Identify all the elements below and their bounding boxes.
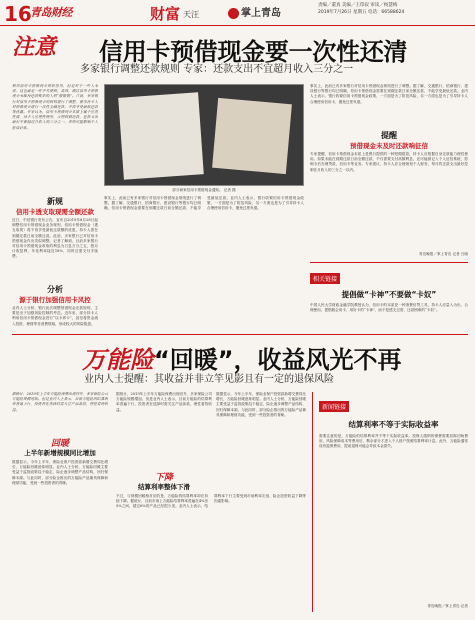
- article2-sec2-subtitle: 结算利率整体下滑: [138, 483, 190, 491]
- article1-sec1-body: 近日，中信银行发布公告，宣布自2019年8月28日起调整信用卡预借现金业务规则，信用卡预借现金（透支取现）将不再享受最低还款额的优惠，持卡人需在到期还款日前全额还清。此前，多家银行已对信用卡预借现金作出类似调整。记者了解到，目前多家银行对信用卡预借现金收取的利息为日息万分之五，按月计收复利，年化利率接近18%，同时还需支付手续费。: [12, 218, 98, 259]
- article1-headline: 信用卡预借现金要一次性还清: [99, 38, 408, 66]
- masthead-info: [318, 3, 404, 16]
- subsection-title: 天汪: [183, 10, 199, 19]
- article2-subheadline: 业内人士提醒：其收益并非立竿见影且有一定的退保风险: [84, 374, 334, 385]
- app-logo-icon: [228, 8, 239, 19]
- article1-sec3-body: 专家提醒，信用卡预借现金本质上是银行提供的一种短期借款，持卡人应根据自身还款能力理性使用。如果未能在到期还款日前全额还款，不仅需要支付高额利息，还可能被记入个人征信系统，影响今后办理贷款、信用卡等业务。专家建议，持卡人应合理规划个人财务，每月的还款支出最好控制在月收入的三分之一以内。: [310, 152, 468, 172]
- article2-lead: 据统计，2019年上半年万能险保费出现回升，多家保险公司万能险规模增加。但是业内人士表示，目前万能险的结算利率普遍下行，投资者在选择时需关注产品条款，理性看待收益。: [12, 392, 108, 412]
- article2-col2-top: 据统计，2019年上半年万能险保费出现回升，多家保险公司万能险规模增加。但是业内人士表示，目前万能险的结算利率普遍下行，投资者在选择时需关注产品条款，理性看待收益。: [116, 392, 212, 412]
- article2-headline-rest: “回暖”，收益风光不再: [154, 346, 402, 374]
- article1-sec2-body: 业内人士分析，银行此次调整预借现金还款规则，主要是出于加强风险控制的考虑。近年来，部分持卡人利用信用卡预借现金进行“以卡养卡”，甚至将资金流入投资、理财等非消费领域，形成较大的风险隐患。: [12, 306, 98, 326]
- date-line: 2019年7月26日 星期五 电话：66588624: [318, 9, 405, 15]
- related-title: 提倡做“卡神”不要做“卡奴”: [341, 290, 437, 299]
- sidebar-label-wrap: [319, 394, 468, 413]
- app-logo: [228, 4, 281, 19]
- article2-sec1-title: 回暖: [50, 439, 69, 449]
- article1-sec3-title: 提醒: [381, 131, 397, 140]
- article1-lead: 利用信用卡预借现金周转急用，但是对于一些人来说，这也就是一件不失便利，高效，通过信用卡预借现金来维持还款账单的人则“慌慌慌”。日前，多家银行对信用卡预借现金的规则进行了调整，要求持卡人对预借现金进行一次性全额还款，不再享受最低还款等优惠。专家认为，信用卡预借现金本质上属于应急性质，持卡人应理性使用，合理规划还款，还款支出最好不要超过月收入的三分之一，否则可能影响个人征信记录。: [12, 84, 98, 130]
- paper-logo: 青岛财经: [30, 6, 72, 19]
- photo-notice-paper: [118, 92, 204, 179]
- article1-sec1-title: 新规: [47, 197, 63, 206]
- sidebar-byline: 青岛晚报／掌上青岛 记者: [427, 604, 468, 608]
- sidebar-title: 结算利率不等于实际收益率: [348, 420, 439, 429]
- article1-kicker: 注意: [12, 34, 57, 60]
- photo-card: [212, 98, 292, 174]
- article2-sec2-body: 不过，与规模回暖相对应的是，万能险的结算利率却在持续下降。据统计，目前市场上万能险结算利率普遍在4%至5%之间，超过6%的产品已经很少见。业内人士表示，结算利率下行主要受到市场利率走低、险企投资收益下降等因素影响。: [116, 494, 306, 509]
- editor-line: 责编／董真 美编／王印寂 审读／杨慧梅: [318, 3, 398, 8]
- article1-sec3-subtitle: 预借现金未及时还款响征信: [350, 142, 428, 150]
- article1-photo-caption: 部分商家信用卡预借现金通知。 记者 摄: [172, 188, 236, 192]
- section-divider: [12, 334, 468, 335]
- article2-sidebar: [312, 392, 468, 612]
- related-body: 中国人民大学财政金融学院教授认为，信用卡的本质是一种消费信贷工具，持卡人应量入为出，合理使用。提倡做会用卡、用好卡的“卡神”，而不是透支过度、还款困难的“卡奴”。: [310, 303, 468, 313]
- article1-byline: 青岛晚报／掌上青岛 记者 白晓: [418, 252, 468, 256]
- article2-sec2-title: 下降: [154, 473, 173, 483]
- article1-sec2-subtitle: 源于银行加强信用卡风控: [19, 296, 91, 304]
- app-logo-text: 掌上青岛: [241, 8, 281, 19]
- article1-photo: [104, 84, 304, 186]
- related-label: 相关链接: [310, 273, 340, 284]
- page-number: 16: [4, 2, 32, 26]
- article1-col2-body: 事实上，此前已有多家银行对信用卡预借现金规则进行了调整。据了解，交通银行、招商银行、建设银行等银行均已明确，信用卡预借现金需要在到期还款日前全额还款，不能享受最低还款。业内人士表示，银行收紧信用卡预借现金政策，一方面是为了防范风险，另一方面也是为了引导持卡人合理使用信用卡，避免过度负债。: [104, 196, 304, 211]
- article1-sec1-subtitle: 信用卡透支取现需全额还款: [16, 208, 94, 216]
- related-label-wrap: [310, 266, 468, 285]
- sidebar-label: 新闻链接: [319, 401, 349, 412]
- related-box: [310, 262, 468, 334]
- article2-sec1-body: 数据显示，今年上半年，保险业保户投资款新增交费同比增长，万能险回暖迹象明显。业内人士分析，万能险回暖主要受益于监管政策趋于稳定，险企逐步调整产品结构，回归保障本源。与此同时，部分险企推出的万能险产品兼具保障和理财功能，受到一些投资者的青睐。: [12, 460, 108, 485]
- article1-subheadline: 多家银行调整还款规则 专家：还款支出不宜超月收入三分之一: [80, 64, 354, 75]
- article2-col3-top: 数据显示，今年上半年，保险业保户投资款新增交费同比增长，万能险回暖迹象明显。业内人士分析，万能险回暖主要受益于监管政策趋于稳定，险企逐步调整产品结构，回归保障本源。与此同时，部分险企推出的万能险产品兼具保障和理财功能，受到一些投资者的青睐。: [216, 392, 306, 417]
- article1-col3-top: 事实上，此前已有多家银行对信用卡预借现金规则进行了调整。据了解，交通银行、招商银行、建设银行等银行均已明确，信用卡预借现金需要在到期还款日前全额还款，不能享受最低还款。业内人士表示，银行收紧信用卡预借现金政策，一方面是为了防范风险，另一方面也是为了引导持卡人合理使用信用卡，避免过度负债。: [310, 84, 468, 104]
- article2-headline-brand: 万能险: [82, 345, 154, 374]
- sidebar-body: 需要注意的是，万能险的结算利率并不等于实际收益率。投保人缴纳的保费需要扣除初始费用、风险保障成本等费用后，剩余部分才进入个人账户按照结算利率计息。此外，万能险通常设有退保费用，提前退保可能会导致本金损失。: [319, 434, 468, 449]
- article2-sec1-subtitle: 上半年新增规模同比增加: [24, 449, 96, 457]
- section-title: 财富: [150, 5, 181, 23]
- article1-sec2-title: 分析: [47, 285, 63, 294]
